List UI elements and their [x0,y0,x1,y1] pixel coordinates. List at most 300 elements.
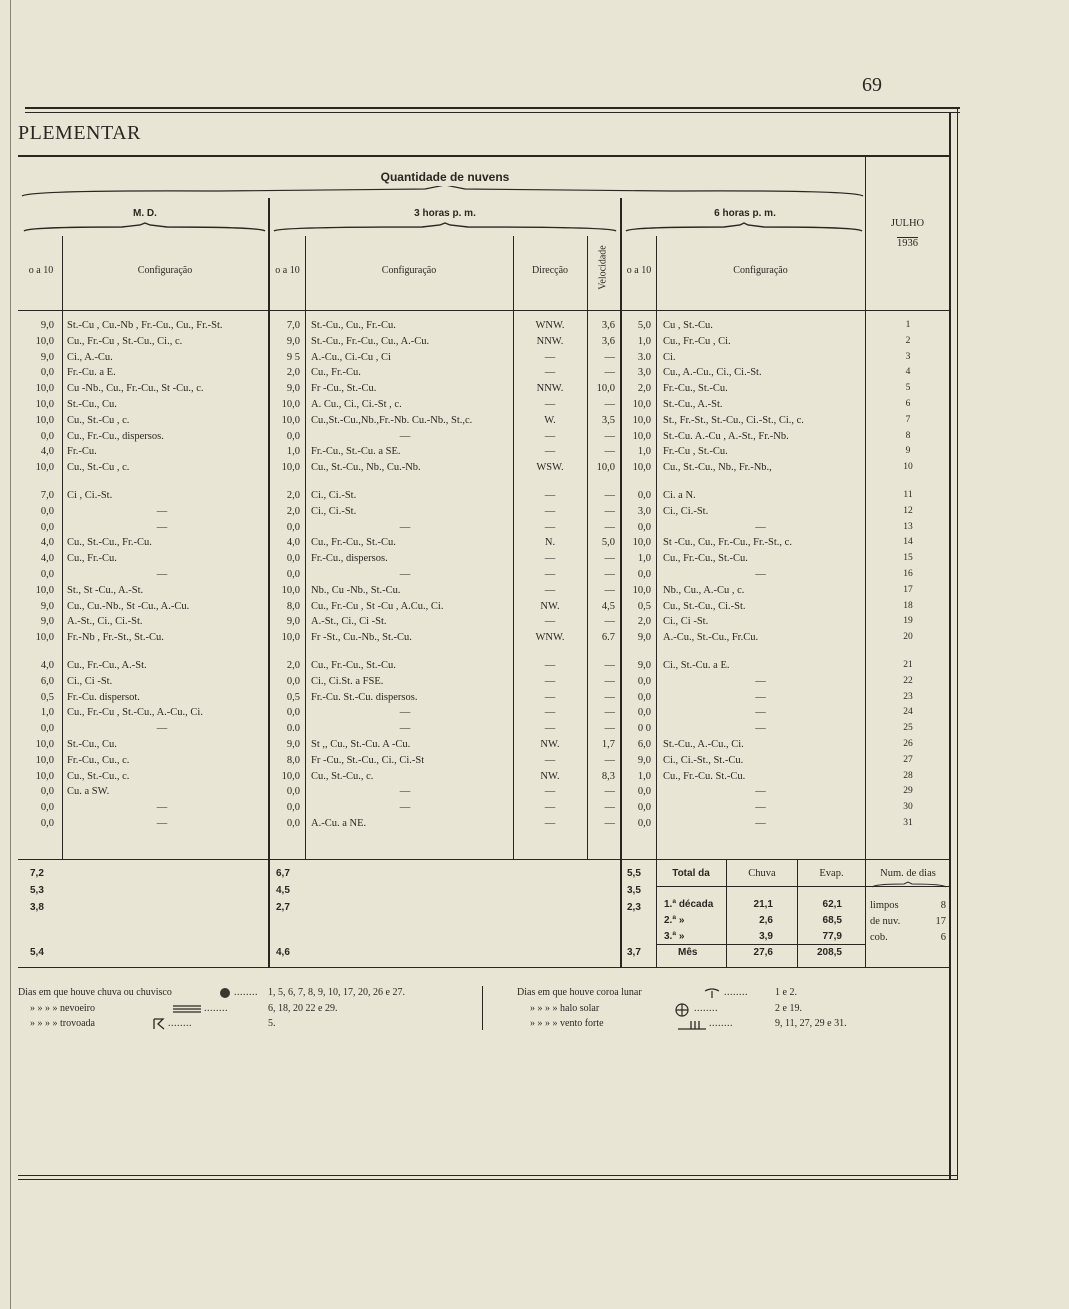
md-configuration: Cu., Fr.-Cu., A.-St. [67,660,147,671]
h3-cloud-amount: 0,5 [286,691,300,703]
md-average: 5,3 [30,885,44,896]
h6-scale-header: o a 10 [626,265,652,276]
h3-cloud-amount: 8,0 [286,754,300,766]
header-quantidade: Quantidade de nuvens [380,170,510,184]
h3-configuration: A.-Cu. a NE. [311,818,367,829]
day-number: 14 [903,537,913,548]
md-cloud-amount: 0,0 [40,430,54,442]
h3-configuration: Cu., St.-Cu., c. [311,770,374,782]
bottom-rule [18,1175,958,1176]
footnote-days: 1, 5, 6, 7, 8, 9, 10, 17, 20, 26 e 27. [268,987,405,998]
h3-cloud-amount: 0,0 [286,675,300,687]
h3-configuration: Ci., Ci.St. a FSE. [311,675,384,687]
footnote-leader: . . . . . . . . [234,987,257,998]
footnote-divider [482,986,483,1030]
header-h6: 6 horas p. m. [714,208,776,219]
h3-configuration: Cu., Fr.-Cu. [311,367,361,379]
md-configuration: St.-Cu., Cu. [67,399,117,410]
h3-cloud-amount: 4,0 [286,537,300,549]
h6-configuration: A.-Cu., St.-Cu., Fr.Cu. [663,632,759,644]
h6-config-header: Configuração [733,265,788,276]
h3-configuration: Cu., Fr.-Cu , St -Cu , A.Cu., Ci. [311,600,444,612]
footnote-leader: . . . . . . . . [724,987,747,998]
wind-direction: — [544,569,556,580]
footnote-leader: . . . . . . . . [694,1003,717,1014]
day-number: 10 [903,462,913,473]
wind-speed: 4,5 [601,600,615,612]
h3-cloud-amount: 10,0 [281,584,300,596]
wind-speed: — [604,675,615,687]
footnote-label: Dias em que houve chuva ou chuvisco [18,987,172,998]
day-number: 27 [903,754,913,765]
h6-configuration: — [755,675,766,687]
page-number: 69 [862,74,882,96]
decade-label: 3.ª » [664,931,685,942]
h6-configuration: — [755,521,766,533]
h3-cloud-amount: 10,0 [281,770,300,782]
decade-rain: 3,9 [759,931,773,942]
h3-configuration: — [399,723,411,735]
h3-configuration: Cu.,St.-Cu.,Nb.,Fr.-Nb. Cu.-Nb., St.,c. [311,414,473,426]
h6-cloud-amount: 1,0 [637,553,651,565]
md-cloud-amount: 9,0 [40,616,54,628]
h3-cloud-amount: 2,0 [286,490,300,501]
md-configuration: Ci , Ci.-St. [67,490,113,501]
wind-speed: — [604,723,615,735]
md-average: 3,8 [30,902,44,913]
h6-cloud-amount: 6,0 [637,739,651,750]
rain-icon [218,987,232,1002]
day-type-count: 8 [940,900,946,911]
wind-speed: — [604,505,615,517]
day-number: 2 [905,335,911,346]
h6-cloud-amount: 9,0 [637,660,651,671]
wind-speed: — [604,351,615,363]
h6-cloud-amount: 9,0 [637,754,651,766]
h3-cloud-amount: 0.0 [286,723,300,735]
md-configuration: Fr.-Cu. [67,446,97,458]
h3-configuration: — [399,707,411,719]
md-configuration: — [156,521,168,533]
h3-cloud-amount: 0,0 [286,521,300,533]
day-number: 13 [903,521,913,532]
wind-direction: — [544,707,556,719]
col-rule-g [656,236,657,967]
md-cloud-amount: 4,0 [40,553,54,565]
day-number: 23 [903,691,913,702]
md-cloud-amount: 0,0 [40,723,54,735]
day-number: 21 [903,660,913,670]
h3-brace [272,222,618,234]
h3-configuration: Fr.-Cu., dispersos. [311,553,388,565]
wind-speed: 1,7 [601,739,615,750]
h3-configuration: St.-Cu., Fr.-Cu., Cu., A.-Cu. [311,335,430,347]
h3-cloud-amount: 1,0 [286,446,300,458]
h3-configuration: Cu., Fr.-Cu., St.-Cu. [311,537,396,549]
header-md: M. D. [133,208,157,219]
md-cloud-amount: 1,0 [40,707,54,719]
h3-configuration: — [399,802,411,814]
h3-config-header: Configuração [381,265,437,276]
wind-speed: — [604,584,615,596]
wind-speed: — [604,367,615,379]
wind-speed: — [604,399,615,410]
decade-rain: 21,1 [753,899,773,910]
h6-configuration: Cu., St.-Cu., Ci.-St. [663,600,746,612]
h3-configuration: Ci., Ci.-St. [311,490,357,501]
md-configuration: — [156,569,168,580]
h6-cloud-amount: 3.0 [637,351,651,363]
day-number: 29 [903,786,913,797]
h3-configuration: A.-Cu., Ci.-Cu , Ci [311,351,391,363]
h6-configuration: Cu., A.-Cu., Ci., Ci.-St. [663,367,762,379]
wind-speed: — [604,446,615,458]
md-configuration: Cu., St.-Cu., c. [67,770,130,782]
day-number: 20 [903,632,913,643]
wind-speed: — [604,616,615,628]
md-cloud-amount: 4,0 [40,537,54,549]
md-cloud-amount: 7,0 [40,490,54,501]
right-border-outer [957,107,958,1179]
h3-cloud-amount: 8,0 [286,600,300,612]
wind-direction: NNW. [536,335,564,347]
h6-cloud-amount: 1,0 [637,335,651,347]
wind-speed: — [604,660,615,671]
wind-speed: — [604,818,615,829]
h6-cloud-amount: 10,0 [632,584,651,596]
wind-direction: — [544,616,556,628]
md-configuration: Cu., Cu.-Nb., St -Cu., A.-Cu. [67,600,190,612]
md-cloud-amount: 10,0 [35,754,54,766]
h6-configuration: St.-Cu., A.-St. [663,399,723,410]
wind-direction: — [544,446,556,458]
h6-configuration: Ci. [663,351,676,363]
decade-evaporation: 77,9 [822,931,842,942]
md-cloud-amount: 10,0 [35,632,54,644]
h6-cloud-amount: 0,0 [637,786,651,798]
wind-speed: — [604,707,615,719]
h3-cloud-amount: 10,0 [281,462,300,474]
wind-direction: — [544,691,556,703]
h3-cloud-amount: 0,0 [286,818,300,829]
footnote-leader: . . . . . . . . [168,1018,191,1029]
h6-configuration: Cu., Fr.-Cu , Ci. [663,335,731,347]
decade-evaporation: 68,5 [822,915,842,926]
h6-cloud-amount: 1,0 [637,770,651,782]
footnote-days: 5. [268,1018,276,1029]
wind-direction: NW. [540,770,560,782]
top-rule [25,107,960,109]
md-configuration: Fr.-Cu., Cu., c. [67,754,130,766]
decade-label: 1.ª década [664,899,714,910]
wind-speed: — [604,691,615,703]
wind-speed: — [604,430,615,442]
wind-direction: — [544,521,556,533]
h3-configuration: Fr -Cu., St.-Cu. [311,383,377,395]
day-number: 31 [903,818,913,828]
h3-average: 2,7 [276,902,290,913]
h6-configuration: Ci. a N. [663,490,696,501]
h3-cloud-amount: 9,0 [286,383,300,395]
binding-edge [10,0,11,1309]
md-configuration: Fr.-Cu. a E. [67,367,116,379]
h6-cloud-amount: 0 0 [637,723,651,735]
md-configuration: Ci., A.-Cu. [67,351,113,363]
h6-configuration: — [755,691,766,703]
day-number: 16 [903,569,913,579]
md-configuration: — [156,505,168,517]
h3-cloud-amount: 0,0 [286,802,300,814]
md-average: 7,2 [30,868,44,879]
h6-cloud-amount: 2,0 [637,616,651,628]
h6-configuration: Cu., St.-Cu., Nb., Fr.-Nb., [663,462,772,474]
wind-direction: — [544,802,556,814]
wind-speed: — [604,802,615,814]
wind-direction: WNW. [535,632,565,644]
decade-rain: 2,6 [759,915,773,926]
h3-configuration: Cu., Fr.-Cu., St.-Cu. [311,660,396,671]
col-rule-b [268,198,270,967]
h3-cloud-amount: 2,0 [286,367,300,379]
wind-direction: NW. [540,600,560,612]
day-type-count: 17 [935,916,946,927]
wind-direction: — [544,553,556,565]
h6-average: 5,5 [627,868,641,879]
wind-speed: 8,3 [601,770,615,782]
h3-configuration: Fr -St., Cu.-Nb., St.-Cu. [311,632,412,644]
md-cloud-amount: 0,5 [40,691,54,703]
md-configuration: Fr.-Nb , Fr.-St., St.-Cu. [67,632,164,644]
wind-speed: — [604,521,615,533]
h6-configuration: Nb., Cu., A.-Cu , c. [663,584,745,596]
day-number: 28 [903,770,913,781]
h3-configuration: — [399,521,411,533]
wind-direction: — [544,754,556,766]
footnote-leader: . . . . . . . . [709,1018,732,1029]
md-cloud-amount: 0,0 [40,505,54,517]
md-configuration: — [156,802,168,814]
h3-cloud-amount: 0,0 [286,553,300,565]
footnote-label: » » » » nevoeiro [30,1003,95,1014]
day-number: 4 [905,367,911,378]
total-da-label: Total da [672,868,710,879]
h3-cloud-amount: 2,0 [286,660,300,671]
h6-configuration: St., Fr.-St., St.-Cu., Ci.-St., Ci., c. [663,414,804,426]
footnote-days: 9, 11, 27, 29 e 31. [775,1018,847,1029]
decade-rain: 27,6 [753,947,773,958]
h6-average: 2,3 [627,902,641,913]
num-dias-brace [870,881,948,889]
day-number: 8 [905,430,911,441]
h6-cloud-amount: 0,0 [637,691,651,703]
h3-cloud-amount: 2,0 [286,505,300,517]
wind-speed: 3,6 [601,320,615,331]
wind-direction: N. [544,537,556,549]
decade-evaporation: 62,1 [822,899,842,910]
h6-configuration: Ci., St.-Cu. a E. [663,660,730,671]
md-cloud-amount: 4,0 [40,660,54,671]
day-number: 19 [903,616,913,627]
h3-cloud-amount: 9 5 [286,351,300,363]
wind-direction: WNW. [535,320,565,331]
md-config-header: Configuração [137,265,193,276]
table-top-rule [18,155,950,157]
h3-configuration: Cu., St.-Cu., Nb., Cu.-Nb. [311,462,421,474]
md-configuration: Ci., Ci -St. [67,675,113,687]
md-average: 5,4 [30,947,44,958]
day-number: 6 [905,399,911,409]
h6-cloud-amount: 0,5 [637,600,651,612]
md-configuration: Cu., Fr.-Cu. [67,553,117,565]
md-cloud-amount: 10,0 [35,399,54,410]
top-rule-thin [25,112,960,113]
h3-cloud-amount: 9,0 [286,739,300,750]
md-configuration: Cu -Nb., Cu., Fr.-Cu., St -Cu., c. [67,383,204,395]
h6-cloud-amount: 0,0 [637,707,651,719]
md-cloud-amount: 9,0 [40,600,54,612]
h6-cloud-amount: 0,0 [637,490,651,501]
h6-configuration: — [755,569,766,580]
day-number: 30 [903,802,913,813]
fog-icon [172,1003,202,1016]
wind-speed: 5,0 [601,537,615,549]
h6-configuration: Cu., Fr.-Cu., St.-Cu. [663,553,748,565]
chuva-label: Chuva [748,868,776,879]
decade-evaporation: 208,5 [816,947,842,958]
h3-cloud-amount: 10,0 [281,399,300,410]
md-cloud-amount: 0,0 [40,818,54,829]
h3-configuration: — [399,786,411,798]
h3-configuration: A. Cu., Ci., Ci.-St , c. [311,399,402,410]
wind-speed: — [604,553,615,565]
md-cloud-amount: 0,0 [40,802,54,814]
h3-configuration: St.-Cu., Cu., Fr.-Cu. [311,320,396,331]
md-cloud-amount: 10,0 [35,462,54,474]
direccao-header: Direcção [531,265,569,276]
wind-direction: NW. [540,739,560,750]
col-rule-c [305,236,306,859]
footnote-days: 2 e 19. [775,1003,802,1014]
md-configuration: Fr.-Cu. dispersot. [67,691,140,703]
h6-cloud-amount: 10,0 [632,430,651,442]
wind-direction: WSW. [536,462,564,474]
md-configuration: Cu., St.-Cu., Fr.-Cu. [67,537,152,549]
h3-cloud-amount: 9,0 [286,616,300,628]
footnote-label: » » » » vento forte [530,1018,604,1029]
day-number: 11 [903,490,913,500]
md-configuration: A.-St., Ci., Ci.-St. [67,616,143,628]
h6-configuration: Ci., Ci.-St. [663,505,709,517]
day-number: 22 [903,675,913,686]
h6-configuration: — [755,707,766,719]
footnote-label: » » » » trovoada [30,1018,95,1029]
footnote-label: Dias em que houve coroa lunar [517,987,642,998]
md-cloud-amount: 9,0 [40,351,54,363]
day-type-label: de nuv. [870,916,901,927]
h6-cloud-amount: 1,0 [637,446,651,458]
wind-direction: — [544,675,556,687]
h6-configuration: St.-Cu., A.-Cu., Ci. [663,739,744,750]
day-number: 26 [903,739,913,749]
wind-direction: — [544,660,556,671]
num-dias-label: Num. de dias [880,868,936,879]
h3-cloud-amount: 10,0 [281,414,300,426]
md-configuration: Cu., Fr.-Cu , St.-Cu., A.-Cu., Ci. [67,707,203,719]
wind-direction: — [544,490,556,501]
md-cloud-amount: 6,0 [40,675,54,687]
h3-configuration: Ci., Ci.-St. [311,505,357,517]
header-year: 1936 [897,238,918,249]
h3-configuration: Fr -Cu., St.-Cu., Ci., Ci.-St [311,754,425,766]
h3-configuration: Fr.-Cu. St.-Cu. dispersos. [311,691,418,703]
md-cloud-amount: 0,0 [40,367,54,379]
h3-scale-header: o a 10 [275,265,300,276]
day-number: 9 [905,446,911,457]
md-cloud-amount: 10,0 [35,739,54,750]
h6-cloud-amount: 2,0 [637,383,651,395]
h3-cloud-amount: 0,0 [286,430,300,442]
h6-configuration: St -Cu., Cu., Fr.-Cu., Fr.-St., c. [663,537,792,549]
day-number: 12 [903,505,913,516]
header-month: JULHO [890,218,925,229]
day-number: 1 [905,320,911,330]
md-cloud-amount: 10,0 [35,383,54,395]
wind-direction: — [544,430,556,442]
wind-speed: — [604,754,615,766]
h3-average: 4,6 [276,947,290,958]
h6-brace [624,222,864,234]
evap-label: Evap. [819,868,844,879]
wind-speed: — [604,490,615,501]
wind-speed: 6.7 [601,632,615,644]
header-h3: 3 horas p. m. [414,208,476,219]
day-number: 18 [903,600,913,611]
h6-configuration: Ci., Ci -St. [663,616,709,628]
wind-direction: — [544,818,556,829]
wind-speed: — [604,569,615,580]
md-brace [22,222,267,234]
h3-configuration: Fr.-Cu., St.-Cu. a SE. [311,446,401,458]
h6-configuration: Ci., Ci.-St., St.-Cu. [663,754,744,766]
h3-cloud-amount: 10,0 [281,632,300,644]
md-configuration: — [156,818,168,829]
wind-direction: — [544,351,556,363]
md-configuration: St., St -Cu., A.-St. [67,584,144,596]
footnote-days: 1 e 2. [775,987,797,998]
h3-configuration: — [399,430,411,442]
velocidade-header: Velocidade [597,245,609,290]
wind-direction: — [544,584,556,596]
md-cloud-amount: 10,0 [35,414,54,426]
footnote-days: 6, 18, 20 22 e 29. [268,1003,338,1014]
h6-cloud-amount: 0,0 [637,802,651,814]
h3-cloud-amount: 0,0 [286,569,300,580]
header-bottom-rule [18,310,950,311]
h3-configuration: Nb., Cu -Nb., St.-Cu. [311,584,401,596]
md-cloud-amount: 0,0 [40,786,54,798]
md-scale-header: o a 10 [28,265,54,276]
md-configuration: Cu., Fr.-Cu , St.-Cu., Ci., c. [67,335,183,347]
page-heading: PLEMENTAR [18,122,141,144]
h6-configuration: — [755,818,766,829]
h3-cloud-amount: 9,0 [286,335,300,347]
h3-configuration: A.-St., Ci., Ci -St. [311,616,387,628]
wind-speed: 10,0 [596,462,615,474]
day-number: 7 [905,414,911,425]
md-configuration: Cu., Fr.-Cu., dispersos. [67,430,164,442]
md-cloud-amount: 0,0 [40,521,54,533]
md-cloud-amount: 0,0 [40,569,54,580]
